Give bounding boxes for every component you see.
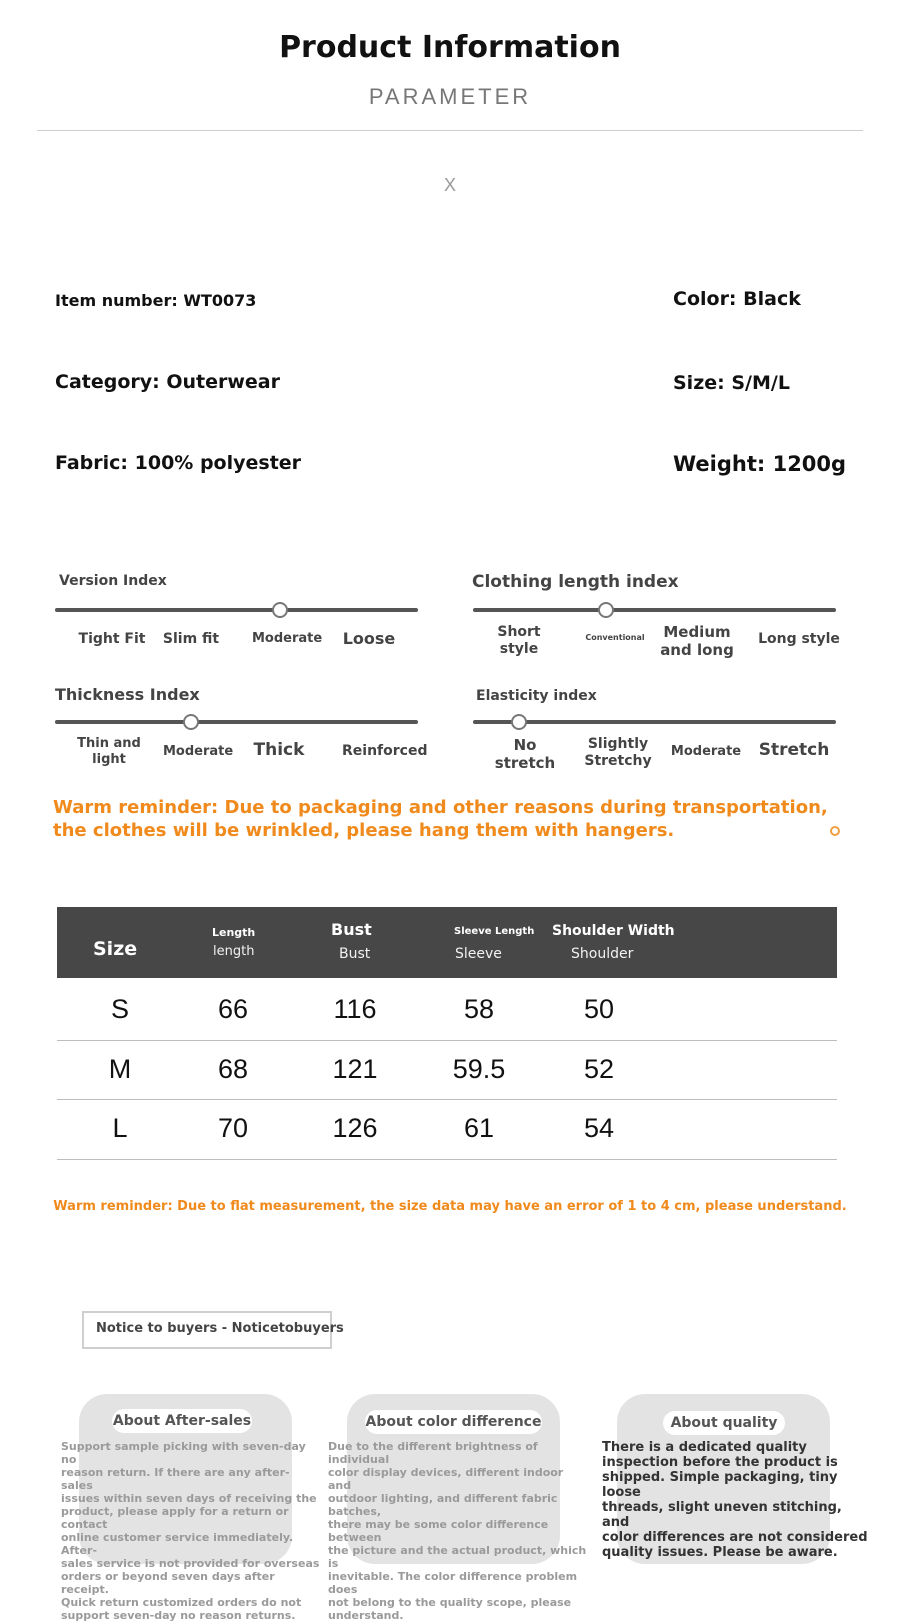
thickness-option: Thick — [253, 740, 305, 760]
version-option: Loose — [342, 629, 396, 648]
warm-reminder-line-2: the clothes will be wrinkled, please hang them with hangers. — [53, 820, 675, 841]
weight-spec: Weight: 1200g — [673, 452, 847, 476]
version-index-knob — [272, 602, 288, 618]
table-header-shoulder-sub: Shoulder — [571, 946, 634, 962]
clothing-length-option: Medium and long — [660, 623, 734, 659]
warm-reminder-line-1: Warm reminder: Due to packaging and other reasons during transportation, — [53, 797, 828, 818]
color-spec: Color: Black — [673, 288, 801, 310]
clothing-length-option: Conventional — [585, 633, 645, 642]
thickness-index-track — [55, 720, 418, 724]
table-header-sleeve-sub: Sleeve — [455, 946, 502, 962]
table-cell-bust: 121 — [332, 1054, 378, 1084]
table-header-sleeve: Sleeve Length — [454, 926, 535, 937]
version-index-track — [55, 608, 418, 612]
sparkle-icon — [830, 826, 840, 836]
thickness-index-title: Thickness Index — [55, 685, 200, 704]
table-cell-sleeve: 61 — [463, 1113, 495, 1143]
quality-text: There is a dedicated quality inspection before the product is shipped. Simple packaging, tiny loose threads, slight uneven stitching, and color differences are not considered quality issues. Please be aware. — [602, 1440, 868, 1560]
table-cell-size: S — [110, 994, 129, 1024]
thickness-option: Reinforced — [342, 743, 428, 759]
divider-mark: X — [443, 175, 456, 195]
table-header-bust: Bust — [331, 920, 372, 939]
thickness-option: Thin and light — [77, 736, 141, 767]
table-header-shoulder: Shoulder Width — [552, 923, 675, 939]
after-sales-title: About After-sales — [112, 1409, 252, 1433]
version-option: Tight Fit — [78, 631, 146, 647]
quality-title: About quality — [663, 1411, 785, 1435]
color-difference-text: Due to the different brightness of individual color display devices, different indoor and outdoor lighting, and different fabric batches, there may be some color difference between the picture and the actual product, which is inevitable. The color difference problem does not belong to the quality scope, please understand. — [328, 1440, 587, 1622]
table-cell-sleeve: 59.5 — [452, 1054, 506, 1084]
table-cell-shoulder: 50 — [583, 994, 615, 1024]
table-cell-shoulder: 52 — [583, 1054, 615, 1084]
size-spec: Size: S/M/L — [673, 372, 790, 394]
clothing-length-option: Long style — [758, 631, 840, 647]
table-header-bust-sub: Bust — [339, 946, 371, 962]
elasticity-option: Slightly Stretchy — [584, 736, 652, 769]
table-cell-length: 68 — [217, 1054, 249, 1084]
table-row-divider — [57, 1159, 837, 1160]
after-sales-text: Support sample picking with seven-day no reason return. If there are any after-sales issues within seven days of receiving the product, please apply for a return or contact online customer service immediately. After- sales service is not provided for overseas orders or beyond seven days after receipt. Quick return customized orders do not support seven-day no reason returns. — [61, 1440, 320, 1622]
elasticity-index-track — [473, 720, 836, 724]
elasticity-option: No stretch — [494, 736, 556, 772]
clothing-length-knob — [598, 602, 614, 618]
table-row-divider — [57, 1040, 837, 1041]
table-cell-bust: 116 — [333, 994, 377, 1024]
item-number: Item number: WT0073 — [55, 291, 257, 310]
clothing-length-track — [473, 608, 836, 612]
version-index-title: Version Index — [59, 573, 167, 589]
table-header-size: Size — [93, 938, 138, 960]
thickness-index-knob — [183, 714, 199, 730]
page-title: Product Information — [279, 30, 621, 65]
version-option: Moderate — [252, 631, 323, 646]
notice-label: Notice to buyers - Noticetobuyers — [96, 1321, 344, 1336]
table-header-length: Length — [212, 926, 256, 939]
table-header-length-sub: length — [213, 944, 255, 959]
table-cell-length: 66 — [217, 994, 249, 1024]
elasticity-option: Stretch — [758, 740, 830, 760]
fabric-spec: Fabric: 100% polyester — [55, 452, 302, 474]
table-cell-size: M — [108, 1054, 132, 1084]
color-difference-title: About color difference — [365, 1410, 542, 1434]
table-cell-sleeve: 58 — [463, 994, 495, 1024]
table-cell-length: 70 — [217, 1113, 249, 1143]
size-table-header — [57, 907, 837, 978]
elasticity-index-knob — [511, 714, 527, 730]
version-option: Slim fit — [162, 631, 220, 647]
header-divider — [37, 130, 863, 131]
clothing-length-index-title: Clothing length index — [472, 572, 679, 592]
thickness-option: Moderate — [163, 744, 234, 759]
table-cell-size: L — [112, 1113, 128, 1143]
table-row-divider — [57, 1099, 837, 1100]
table-cell-bust: 126 — [332, 1113, 378, 1143]
elasticity-index-title: Elasticity index — [476, 688, 597, 704]
category-spec: Category: Outerwear — [55, 371, 281, 393]
table-cell-shoulder: 54 — [583, 1113, 615, 1143]
elasticity-option: Moderate — [670, 744, 742, 759]
warm-reminder-measurement: Warm reminder: Due to flat measurement, the size data may have an error of 1 to 4 cm, please understand. — [53, 1199, 847, 1214]
page-subtitle: PARAMETER — [368, 84, 532, 109]
clothing-length-option: Short style — [497, 624, 541, 657]
